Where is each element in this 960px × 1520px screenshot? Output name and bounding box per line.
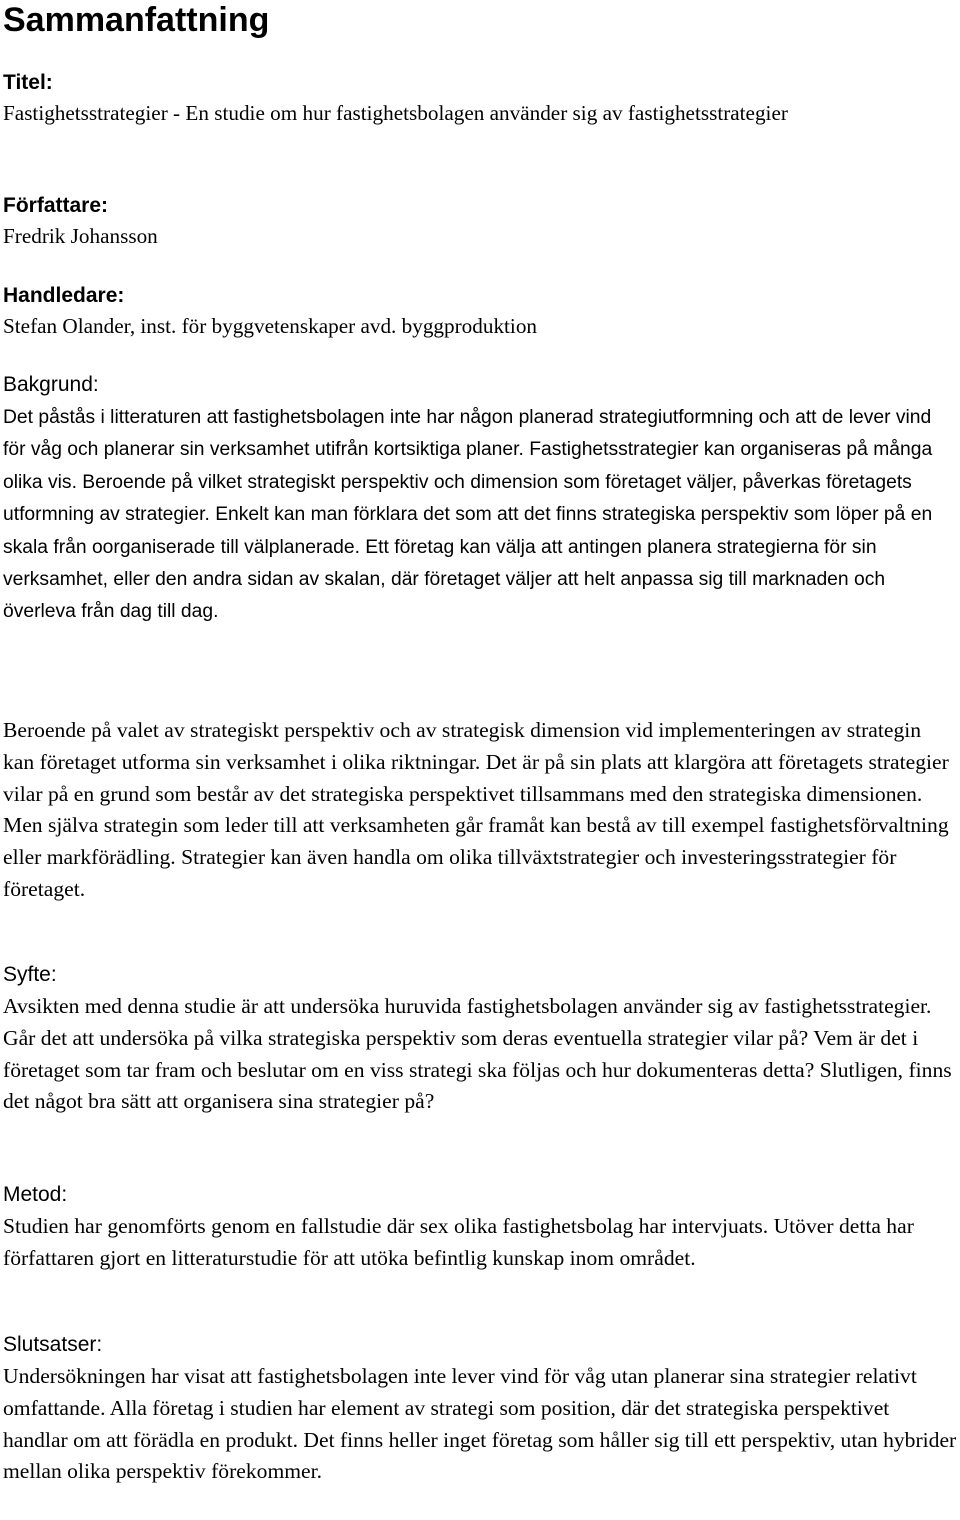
metod-label: Metod: [3, 1183, 68, 1206]
titel-value: Fastighetsstrategier - En studie om hur fastighetsbolagen använder sig av fastighetsstrategier [3, 101, 788, 125]
section-metod [3, 1180, 957, 1275]
section-syfte [3, 960, 957, 1118]
slutsatser-label: Slutsatser: [3, 1333, 103, 1356]
metod-value: Studien har genomförts genom en fallstudie där sex olika fastighetsbolag har intervjuats. Utöver detta har författaren gjort en litteraturstudie för att utöka befintlig kunskap inom området. [3, 1214, 914, 1270]
bakgrund-paragraph-2: Beroende på valet av strategiskt perspektiv och av strategisk dimension vid implementeringen av strategin kan företaget utforma sin verksamhet i olika riktningar. Det är på sin plats att klargöra att företagets strategier vilar på en grund som består av det strategiska perspektivet tillsammans med den strategiska dimensionen. Men själva strategin som leder till att verksamheten går framåt kan bestå av till exempel fastighetsförvaltning eller markförädling. Strategier kan även handla om olika tillväxtstrategier och investeringsstrategier för företaget. [3, 718, 949, 901]
section-forfattare [3, 191, 957, 251]
syfte-label: Syfte: [3, 963, 57, 986]
page-title: Sammanfattning [3, 1, 270, 39]
forfattare-label: Författare: [3, 194, 109, 217]
section-handledare [3, 281, 957, 341]
handledare-value: Stefan Olander, inst. för byggvetenskaper avd. byggproduktion [3, 314, 538, 338]
slutsatser-value: Undersökningen har visat att fastighetsbolagen inte lever vind för våg utan planerar sina strategier relativt omfattande. Alla företag i studien har element av strategi som position, där det strategiska perspektivet handlar om att förädla en produkt. Det finns heller inget företag som håller sig till ett perspektiv, utan hybrider mellan olika perspektiv förekommer. [3, 1364, 957, 1484]
section-titel [3, 68, 957, 128]
bakgrund-label: Bakgrund: [3, 373, 99, 396]
section-slutsatser [3, 1330, 957, 1488]
section-bakgrund [3, 370, 957, 629]
syfte-value: Avsikten med denna studie är att undersöka huruvida fastighetsbolagen använder sig av fastighetsstrategier. Går det att undersöka på vilka strategiska perspektiv som deras eventuella strategier vilar på? Vem är det i företaget som tar fram och beslutar om en viss strategi ska följas och hur dokumenteras detta? Slutligen, finns det något bra sätt att organisera sina strategier på? [3, 994, 952, 1114]
forfattare-value: Fredrik Johansson [3, 224, 158, 248]
titel-label: Titel: [3, 71, 53, 94]
section-bakgrund-continued [3, 715, 957, 906]
handledare-label: Handledare: [3, 284, 125, 307]
bakgrund-paragraph-1: Det påstås i litteraturen att fastighetsbolagen inte har någon planerad strategiutformning och att de lever vind för våg och planerar sin verksamhet utifrån kortsiktiga planer. Fastighetsstrategier kan organiseras på många olika vis. Beroende på vilket strategiskt perspektiv och dimension som företaget väljer, påverkas företagets utformning av strategier. Enkelt kan man förklara det som att det finns strategiska perspektiv som löper på en skala från oorganiserade till välplanerade. Ett företag kan välja att antingen planera strategierna för sin verksamhet, eller den andra sidan av skalan, där företaget väljer att helt anpassa sig till marknaden och överleva från dag till dag. [3, 407, 933, 623]
